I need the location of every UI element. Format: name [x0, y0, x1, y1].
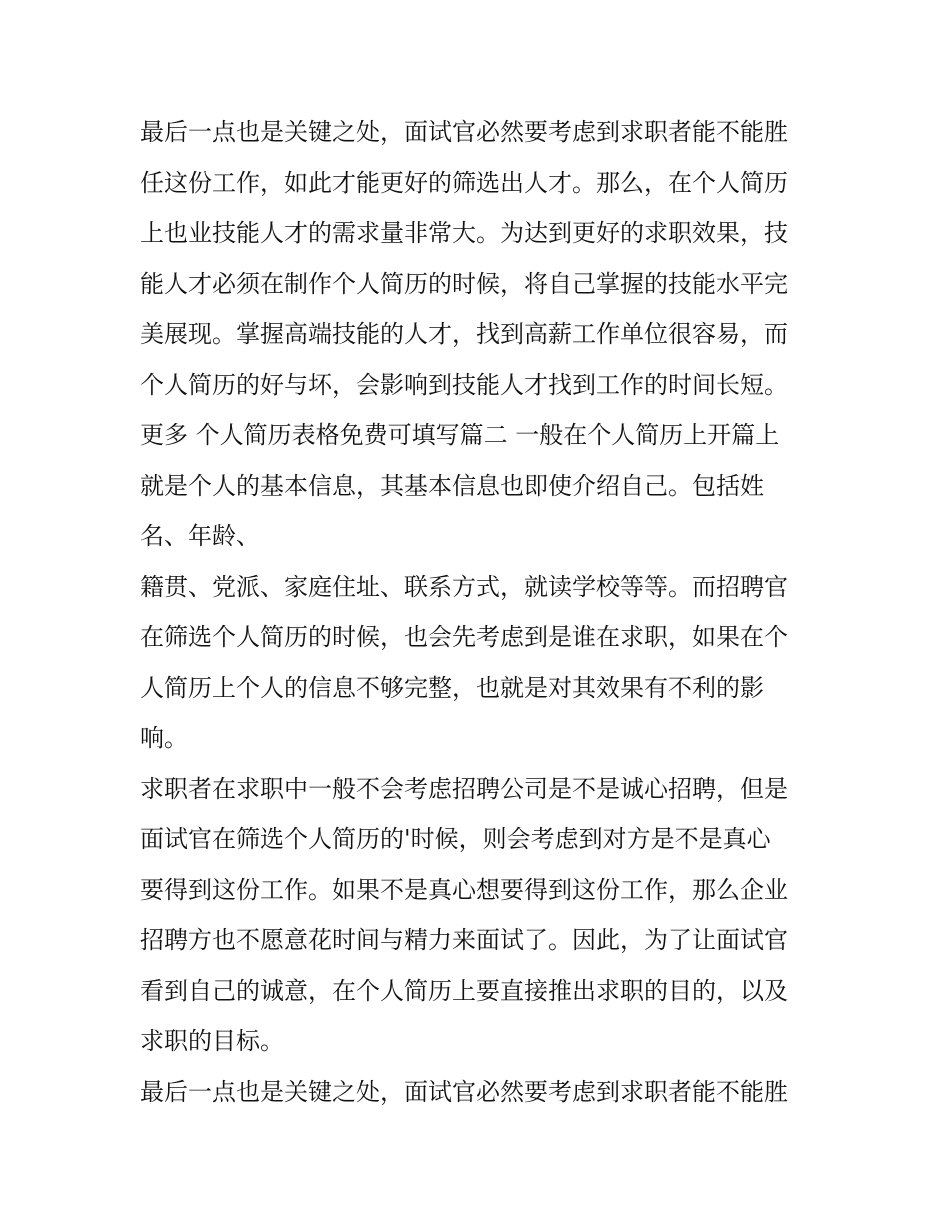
text-line: 最后一点也是关键之处，面试官必然要考虑到求职者能不能胜 [140, 118, 788, 146]
text-line: 最后一点也是关键之处，面试官必然要考虑到求职者能不能胜 [140, 1077, 788, 1106]
text-line: 上也业技能人才的需求量非常大。为达到更好的求职效果，技 [140, 219, 788, 247]
text-line: 面试官在筛选个人简历的'时候，则会考虑到对方是不是真心 [140, 825, 771, 853]
text-line: 求职者在求职中一般不会考虑招聘公司是不是诚心招聘，但是 [140, 774, 788, 803]
text-line: 更多 个人简历表格免费可填写篇二 一般在个人简历上开篇上 [140, 421, 780, 449]
document-body [140, 107, 820, 1117]
text-line: 美展现。掌握高端技能的人才，找到高薪工作单位很容易，而 [140, 320, 788, 348]
text-line: 人简历上个人的信息不够完整，也就是对其效果有不利的影 [140, 673, 764, 702]
text-line: 求职的目标。 [140, 1027, 284, 1055]
text-line: 籍贯、党派、家庭住址、联系方式，就读学校等等。而招聘官 [140, 572, 788, 601]
text-line: 招聘方也不愿意花时间与精力来面试了。因此，为了让面试官 [140, 926, 788, 954]
text-line: 要得到这份工作。如果不是真心想要得到这份工作，那么企业 [140, 875, 788, 904]
text-line: 看到自己的诚意，在个人简历上要直接推出求职的目的，以及 [140, 976, 788, 1005]
text-line: 响。 [140, 724, 188, 752]
text-line: 在筛选个人简历的时候，也会先考虑到是谁在求职，如果在个 [140, 623, 788, 651]
text-line: 个人简历的好与坏，会影响到技能人才找到工作的时间长短。 [140, 370, 788, 399]
text-line: 任这份工作，如此才能更好的筛选出人才。那么，在个人简历 [140, 168, 788, 197]
text-line: 名、年龄、 [140, 522, 260, 550]
text-line: 就是个人的基本信息，其基本信息也即使介绍自己。包括姓 [140, 471, 764, 500]
text-line: 能人才必须在制作个人简历的时候，将自己掌握的技能水平完 [140, 269, 788, 298]
